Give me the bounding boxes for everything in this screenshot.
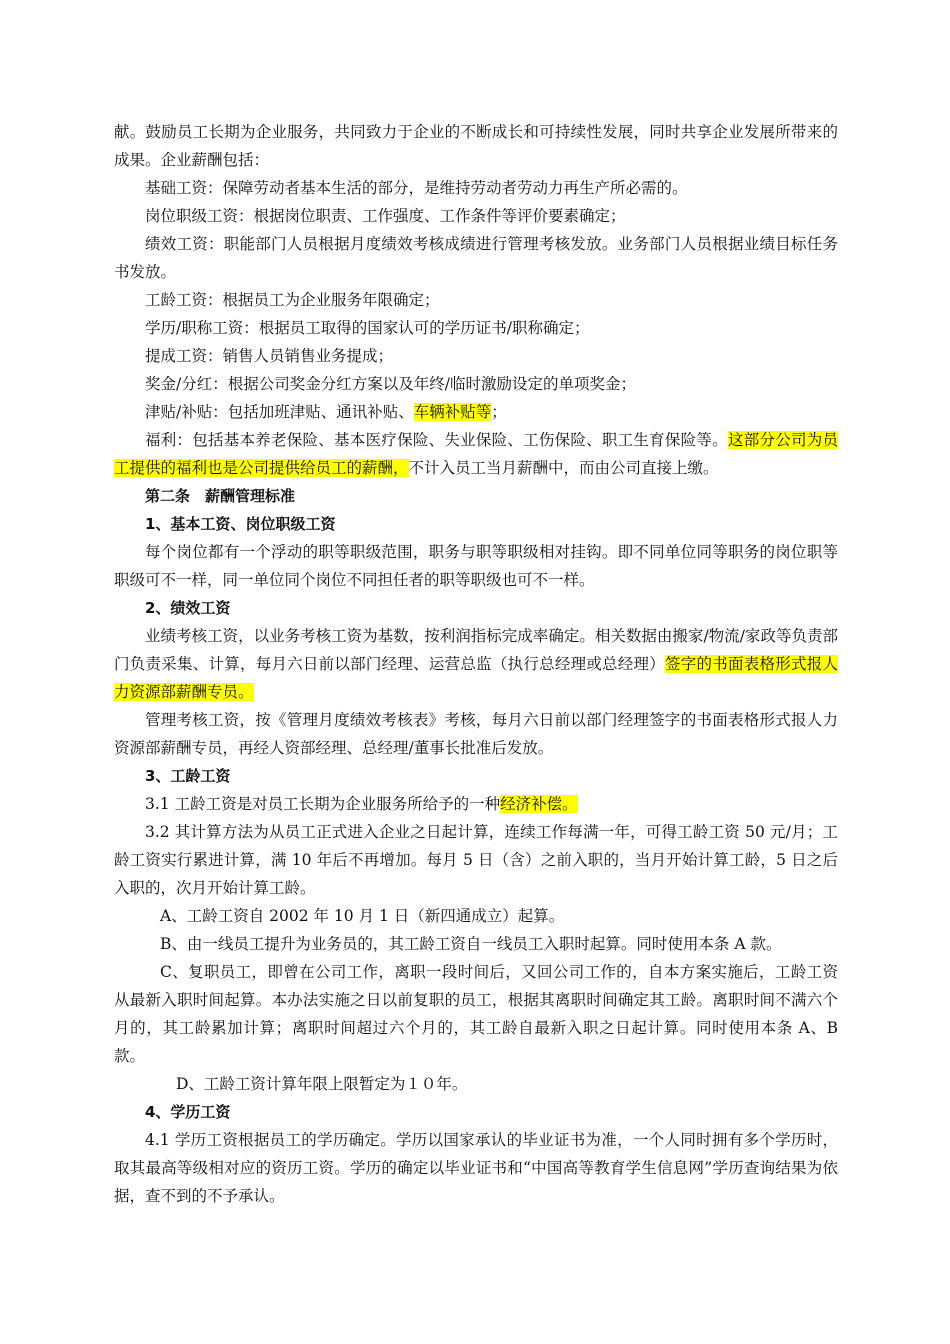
intro-paragraph: 献。鼓励员工长期为企业服务，共同致力于企业的不断成长和可持续性发展，同时共享企业发展所带来的成果。企业薪酬包括： [114,123,838,169]
section-3-paragraph-1 [114,790,838,818]
section-3-clause-c: C、复职员工，即曾在公司工作，离职一段时间后，又回公司工作的，自本方案实施后，工龄工资从最新入职时间起算。本办法实施之日以前复职的员工，根据其离职时间确定其工龄。离职时间不满六个月的，其工龄累加计算；离职时间超过六个月的，其工龄自最新入职之日起计算。同时使用本条 A、B 款。 [114,963,838,1065]
pay-item-allowance [114,398,838,426]
welfare-end: 不计入员工当月薪酬中，而由公司直接上缴。 [408,459,719,477]
section-2-paragraph-2: 管理考核工资，按《管理月度绩效考核表》考核，每月六日前以部门经理签字的书面表格形式报人力资源部薪酬专员，再经人资部经理、总经理/董事长批准后发放。 [114,711,838,757]
pay-item-seniority: 工龄工资：根据员工为企业服务年限确定； [145,291,440,309]
section-3-p1-text: 3.1 工龄工资是对员工长期为企业服务所给予的一种 [145,795,501,813]
article-2-heading: 第二条 薪酬管理标准 [145,487,296,505]
allowance-highlight: 车辆补贴等 [413,403,492,421]
section-2-heading: 2、绩效工资 [145,599,231,617]
section-3-heading: 3、工龄工资 [145,767,231,785]
section-1-heading: 1、基本工资、岗位职级工资 [145,515,336,533]
section-2-paragraph-1 [114,622,838,706]
section-3-p1-highlight: 经济补偿。 [500,795,578,813]
section-4-paragraph-1: 4.1 学历工资根据员工的学历确定。学历以国家承认的毕业证书为准，一个人同时拥有多个学历时，取其最高等级相对应的资历工资。学历的确定以毕业证书和“中国高等教育学生信息网”学历查询结果为依据，查不到的不予承认。 [114,1131,838,1205]
pay-item-bonus: 奖金/分红：根据公司奖金分红方案以及年终/临时激励设定的单项奖金； [145,375,636,393]
pay-item-performance: 绩效工资：职能部门人员根据月度绩效考核成绩进行管理考核发放。业务部门人员根据业绩目标任务书发放。 [114,235,838,281]
section-3-clause-d: D、工龄工资计算年限上限暂定为１０年。 [176,1075,468,1093]
allowance-end: ； [491,403,507,421]
document-page [114,118,838,1210]
section-3-paragraph-2: 3.2 其计算方法为从员工正式进入企业之日起计算，连续工作每满一年，可得工龄工资 50 元/月；工龄工资实行累进计算，满 10 年后不再增加。每月 5 日（含）之前入职的，当月开始计算工龄，5 日之后入职的，次月开始计算工龄。 [114,823,838,897]
pay-item-position: 岗位职级工资：根据岗位职责、工作强度、工作条件等评价要素确定； [145,207,626,225]
welfare-text: 福利：包括基本养老保险、基本医疗保险、失业保险、工伤保险、职工生育保险等。 [145,431,728,449]
pay-item-commission: 提成工资：销售人员销售业务提成； [145,347,394,365]
section-3-clause-a: A、工龄工资自 2002 年 10 月 1 日（新四通成立）起算。 [160,907,565,925]
pay-item-basic: 基础工资：保障劳动者基本生活的部分，是维持劳动者劳动力再生产所必需的。 [145,179,688,197]
welfare-highlight: 这部分公司为员工提供的福利也是公司提供给员工的薪酬， [114,431,838,477]
section-2-p1-highlight: 签字的书面表格形式报人力资源部薪酬专员。 [114,655,838,701]
section-3-clause-b: B、由一线员工提升为业务员的，其工龄工资自一线员工入职时起算。同时使用本条 A 款。 [160,935,782,953]
allowance-text: 津贴/补贴：包括加班津贴、通讯补贴、 [145,403,414,421]
pay-item-education: 学历/职称工资：根据员工取得的国家认可的学历证书/职称确定； [145,319,590,337]
pay-item-welfare [114,426,838,482]
section-1-paragraph: 每个岗位都有一个浮动的职等职级范围，职务与职等职级相对挂钩。即不同单位同等职务的岗位职等职级可不一样，同一单位同个岗位不同担任者的职等职级也可不一样。 [114,543,838,589]
section-2-p1-text: 业绩考核工资，以业务考核工资为基数，按利润指标完成率确定。相关数据由搬家/物流/家政等负责部门负责采集、计算，每月六日前以部门经理、运营总监（执行总经理或总经理） [114,627,838,673]
section-4-heading: 4、学历工资 [145,1103,231,1121]
